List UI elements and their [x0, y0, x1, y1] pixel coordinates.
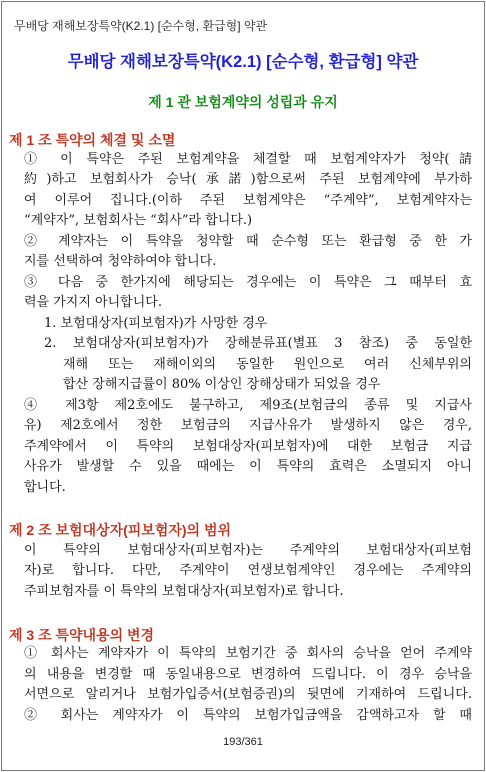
- article-3-line: ① 회사는 계약자가 이 특약의 보험기간 중 회사의 승낙을 얻어 주계약: [24, 646, 472, 661]
- article-1-line: 約)하고 보험회사가 승낙(承諾)함으로써 주된 보험계약에 부가하: [24, 172, 472, 187]
- article-1-line: 사유가 발생할 수 있을 때에는 이 특약의 효력은 소멸되지 아니: [24, 459, 472, 474]
- article-1-line: “계약자”, 보험회사는 “회사”라 합니다.): [24, 213, 253, 228]
- page-number: 193/361: [223, 736, 263, 748]
- article-1-line: ③ 다음 중 한가지에 해당되는 경우에는 이 특약은 그 때부터 효: [24, 275, 472, 290]
- article-2-heading: 제 2 조 보험대상자(피보험자)의 범위: [9, 522, 232, 538]
- running-header: 무배당 재해보장특약(K2.1) [순수형, 환급형] 약관: [14, 19, 268, 33]
- article-1-line: ① 이 특약은 주된 보험계약을 체결할 때 보험계약자가 청약(請: [24, 152, 472, 167]
- article-1-line: 력을 가지지 아니합니다.: [24, 295, 162, 310]
- article-1-line: 지를 선택하여 청약하여야 합니다.: [24, 254, 217, 269]
- article-2-line: 주피보험자를 이 특약의 보험대상자(피보험자)로 합니다.: [24, 584, 344, 599]
- article-1-list-item: 2. 보험대상자(피보험자)가 장해분류표(별표 3 참조) 중 동일한: [44, 336, 472, 351]
- article-1-line: 주계약에서 이 특약의 보험대상자(피보험자)에 대한 보험금 지급: [24, 439, 472, 454]
- article-3-line: ② 회사는 계약자가 이 특약의 보험가입금액을 감액하고자 할 때: [24, 708, 472, 723]
- article-1-line: ④ 제3항 제2호에도 불구하고, 제9조(보험금의 종류 및 지급사: [24, 398, 472, 413]
- article-1-list-item: 재해 또는 재해이외의 동일한 원인으로 여러 신체부위의: [63, 357, 472, 372]
- article-3-line: 의 내용을 변경할 때 동일내용으로 변경하여 드립니다. 이 경우 승낙을: [24, 667, 472, 682]
- article-1-line: 합니다.: [24, 480, 66, 495]
- article-1-line: 유) 제2호에서 정한 보험금의 지급사유가 발생하지 않은 경우,: [24, 418, 472, 433]
- document-title: 무배당 재해보장특약(K2.1) [순수형, 환급형] 약관: [67, 53, 419, 71]
- article-1-line: 여 이루어 집니다.(이하 주된 보험계약은 “주계약”, 보험계약자는: [24, 193, 472, 208]
- article-3-line: 서면으로 알리거나 보험가입증서(보험증권)의 뒷면에 기재하여 드립니다.: [24, 687, 472, 702]
- article-1-heading: 제 1 조 특약의 체결 및 소멸: [9, 132, 176, 148]
- document-page: [1, 1, 485, 771]
- article-1-line: ② 계약자는 이 특약을 청약할 때 순수형 또는 환급형 중 한 가: [24, 234, 472, 249]
- chapter-heading: 제 1 관 보험계약의 성립과 유지: [148, 94, 338, 110]
- article-1-list-item: 합산 장해지급률이 80% 이상인 장해상태가 되었을 경우: [63, 377, 381, 392]
- article-1-list-item: 1. 보험대상자(피보험자)가 사망한 경우: [44, 316, 268, 331]
- article-2-line: 자)로 합니다. 다만, 주계약이 연생보험계약인 경우에는 주계약의: [24, 563, 472, 578]
- article-3-heading: 제 3 조 특약내용의 변경: [9, 627, 155, 643]
- article-2-line: 이 특약의 보험대상자(피보험자)는 주계약의 보험대상자(피보험: [24, 543, 472, 558]
